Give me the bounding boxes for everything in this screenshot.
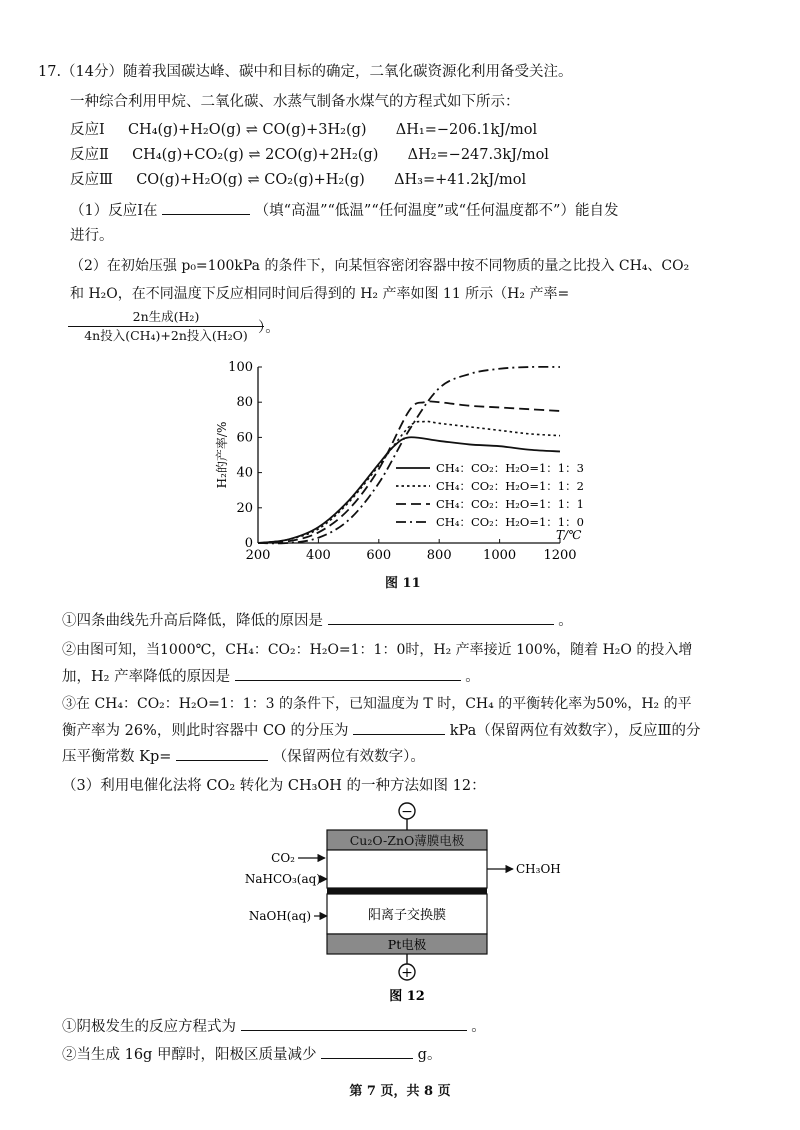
x-tick-label: 400	[305, 548, 331, 563]
reaction-2	[70, 145, 549, 165]
reaction-1	[70, 120, 537, 140]
x-tick-label: 600	[366, 548, 392, 563]
subq-3-text-b1: 衡产率为 26%，则此时容器中 CO 的分压为	[62, 723, 349, 739]
fraction-denominator: 4n投入(CH₄)+2n投入(H₂O)	[68, 326, 264, 345]
subq-3-text-b2: kPa（保留两位有效数字），反应Ⅲ的分	[449, 723, 701, 739]
yield-fraction	[68, 308, 264, 345]
answer-blank-7[interactable]	[321, 1044, 413, 1059]
answer-blank-2[interactable]	[328, 610, 554, 625]
part1-text-a: （1）反应Ⅰ在	[70, 203, 158, 219]
subq-2-line-a: ②由图可知，当1000℃，CH₄：CO₂：H₂O=1：1：0时，H₂ 产率接近 100%，随着 H₂O 的投入增	[62, 642, 693, 658]
subq-3-line-a: ③在 CH₄：CO₂：H₂O=1：1：3 的条件下，已知温度为 T 时，CH₄ 的平衡转化率为50%，H₂ 的平	[62, 696, 692, 712]
subq-5-text: ②当生成 16g 甲醇时，阳极区质量减少	[62, 1047, 317, 1063]
y-axis-label: H₂的产率/%	[215, 421, 229, 489]
reaction-3	[70, 170, 526, 190]
part1-line	[70, 200, 618, 221]
subq-3-line-b	[62, 720, 701, 741]
reaction-3-equation: CO(g)+H₂O(g) ⇌ CO₂(g)+H₂(g)	[136, 172, 365, 188]
question-header: 17.（14分）随着我国碳达峰、碳中和目标的确定，二氧化碳资源化利用备受关注。	[38, 64, 573, 80]
inlet-co2-label: CO₂	[271, 851, 295, 865]
fraction-close: ）。	[258, 320, 280, 336]
subq-5	[62, 1044, 441, 1065]
x-tick-label: 200	[245, 548, 271, 563]
reaction-3-dh: ΔH₃=+41.2kJ/mol	[394, 172, 527, 188]
subq-4	[62, 1016, 486, 1037]
y-tick-label: 80	[236, 395, 253, 411]
subq-5-end: g。	[417, 1047, 442, 1063]
x-axis-label: T/℃	[556, 528, 582, 542]
part2-line-a: （2）在初始压强 p₀=100kPa 的条件下，向某恒容密闭容器中按不同物质的量之比投入 CH₄、CO₂	[70, 258, 690, 274]
y-tick-label: 0	[244, 536, 253, 551]
subq-2-line-b	[62, 666, 480, 687]
outlet-ch3oh-label: CH₃OH	[516, 862, 561, 876]
membrane-bar	[327, 888, 487, 894]
intro-line: 一种综合利用甲烷、二氧化碳、水蒸气制备水煤气的方程式如下所示：	[70, 94, 520, 110]
membrane-label: 阳离子交换膜	[367, 908, 447, 923]
reaction-2-equation: CH₄(g)+CO₂(g) ⇌ 2CO(g)+2H₂(g)	[132, 147, 379, 163]
cathode-chamber	[327, 850, 487, 888]
legend-label-3: CH₄：CO₂：H₂O=1：1：1	[436, 497, 584, 511]
reaction-2-dh: ΔH₂=−247.3kJ/mol	[407, 147, 549, 163]
anode-label: Pt电极	[387, 937, 427, 952]
answer-blank-4[interactable]	[353, 720, 445, 735]
subq-1	[62, 610, 573, 631]
reaction-1-dh: ΔH₁=−206.1kJ/mol	[395, 122, 538, 138]
figure-11-caption: 图 11	[385, 576, 421, 591]
part2-line-b: 和 H₂O，在不同温度下反应相同时间后得到的 H₂ 产率如图 11 所示（H₂ 产率=	[70, 286, 570, 302]
fraction-numerator: 2n生成(H₂)	[132, 309, 200, 324]
x-tick-label: 1200	[543, 548, 577, 563]
reaction-2-name: 反应Ⅱ	[70, 147, 109, 163]
subq-1-text: ①四条曲线先升高后降低，降低的原因是	[62, 613, 323, 629]
subq-3-line-c	[62, 746, 425, 767]
subq-3-text-c1: 压平衡常数 Kp=	[62, 749, 172, 765]
figure-12-caption: 图 12	[389, 989, 425, 1004]
y-tick-label: 40	[236, 465, 253, 481]
subq-4-end: 。	[471, 1019, 486, 1035]
x-tick-label: 1000	[483, 548, 517, 563]
subq-2-text: 加，H₂ 产率降低的原因是	[62, 669, 231, 685]
inlet-nahco3-label: NaHCO₃(aq)	[244, 872, 321, 886]
legend-label-4: CH₄：CO₂：H₂O=1：1：0	[436, 515, 584, 529]
plus-sign: +	[401, 965, 413, 981]
subq-3-text-c2: （保留两位有效数字）。	[272, 749, 425, 765]
legend-label-2: CH₄：CO₂：H₂O=1：1：2	[436, 479, 584, 493]
minus-sign: −	[401, 804, 413, 820]
y-tick-label: 20	[236, 500, 253, 516]
inlet-naoh-label: NaOH(aq)	[248, 909, 311, 923]
answer-blank-3[interactable]	[235, 666, 461, 681]
y-tick-label: 100	[228, 360, 253, 375]
answer-blank-6[interactable]	[241, 1016, 467, 1031]
answer-blank-5[interactable]	[176, 746, 268, 761]
answer-blank-1[interactable]	[162, 200, 250, 215]
subq-2-end: 。	[465, 669, 480, 685]
figure-12-diagram	[215, 800, 585, 1005]
subq-1-end: 。	[558, 613, 573, 629]
part1-end: 进行。	[70, 228, 114, 244]
page-footer: 第 7 页，共 8 页	[349, 1084, 451, 1099]
part3-line: （3）利用电催化法将 CO₂ 转化为 CH₃OH 的一种方法如图 12：	[62, 778, 486, 794]
part1-text-b: （填“高温”“低温”“任何温度”或“任何温度都不”）能自发	[254, 203, 619, 219]
reaction-3-name: 反应Ⅲ	[70, 172, 113, 188]
y-tick-label: 60	[236, 430, 253, 446]
figure-11-chart	[200, 355, 600, 585]
reaction-1-equation: CH₄(g)+H₂O(g) ⇌ CO(g)+3H₂(g)	[127, 122, 367, 138]
cathode-label: Cu₂O-ZnO薄膜电极	[349, 833, 465, 848]
x-tick-label: 800	[426, 548, 452, 563]
reaction-1-name: 反应Ⅰ	[70, 122, 105, 138]
subq-4-text: ①阴极发生的反应方程式为	[62, 1019, 236, 1035]
legend-label-1: CH₄：CO₂：H₂O=1：1：3	[436, 461, 584, 475]
